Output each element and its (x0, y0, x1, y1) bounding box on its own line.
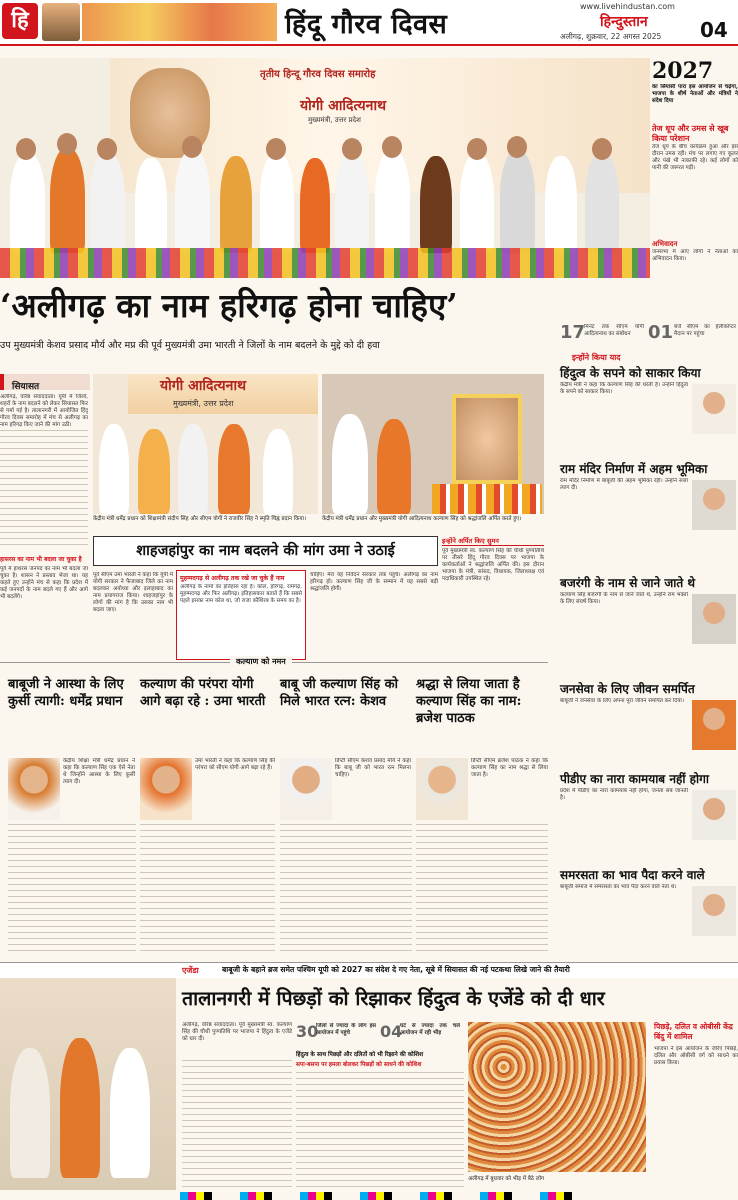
mid-banner (128, 374, 318, 414)
page-number: 04 (700, 18, 728, 42)
stat-1 (560, 322, 645, 352)
sidebar-story-4 (560, 680, 738, 760)
hero-banner-role: मुख्यमंत्री, उत्तर प्रदेश (308, 116, 361, 124)
logo (2, 3, 38, 39)
page-title: हिंदू गौरव दिवस (285, 9, 448, 40)
kalyan-portrait-4 (416, 758, 468, 820)
lead-story-text-filler (0, 430, 88, 550)
bottom-box-2-number: 04 (380, 1022, 403, 1041)
kalyan-portrait-2 (140, 758, 192, 820)
sidebar-story-6-title: समरसता का भाव पैदा करने वाले (560, 868, 705, 882)
person (10, 1048, 50, 1178)
person (260, 153, 294, 253)
kalyan-t4: डिप्टी सीएम ब्रजेश पाठक ने कहा कि कल्याण सिंह का नाम श्रद्धा से लिया जाता है। (471, 758, 548, 778)
paper-name: हिन्दुस्तान (600, 14, 648, 30)
kalyan-h3: बाबू जी कल्याण सिंह को मिले भारत रत्न: केशव (280, 677, 398, 709)
mid-photo-1-caption: केंद्रीय मंत्री धर्मेंद्र प्रधान को शिक्षामंत्री संदीप सिंह और सीएम योगी ने राजवीर सिंह ने स्मृति चिह्न प्रदान किया। (93, 516, 307, 522)
person (500, 150, 535, 253)
mid-photo-2-caption: केंद्रीय मंत्री धर्मेंद्र प्रधान और मुख्यमंत्री योगी आदित्यनाथ कल्याण सिंह को श्रद्धांजलि अर्पित करते हुए। (322, 516, 522, 522)
sidebar (652, 58, 738, 320)
sidebar-story-6-text: बाबूजी समाज में समरसता का भाव पैदा करने वाले नेता थे। (560, 884, 677, 890)
headline-deck: उप मुख्यमंत्री केशव प्रसाद मौर्य और मप्र की पूर्व मुख्यमंत्री उमा भारती ने जिलों के नाम बदलने के मुद्दे को दी हवा (0, 340, 380, 351)
kalyan-section-label: कल्याण को नमन (230, 656, 292, 667)
bottom-box-1 (296, 1022, 376, 1046)
bottom-body: अलीगढ़, वरिष्ठ संवाददाता। पूर्व मुख्यमंत्री स्व. कल्याण सिंह की चौथी पुण्यतिथि पर भाजपा ने हिंदुत्व के एजेंडे को धार दी। (182, 1022, 292, 1042)
bullets-header: इन्होंने अर्पित किए सुमन (442, 536, 544, 546)
lead-story-text-2: पूर्व में हाथरस जनपद का नाम भी बदला जा चुका है। शासन ने प्रस्ताव भेजा था। यह कहते हुए उन्होंने मंच से कहा कि प्रदेश में कई जनपदों के नाम बदले गए हैं और आगे भी बदलेंगे। (0, 566, 88, 600)
shahjahanpur-headline: शाहजहांपुर का नाम बदलने की मांग उमा ने उठाई (93, 536, 438, 566)
sidebar-story-3-text: कल्याण सिंह बजरंगी के नाम से जाने जाते थे, उन्होंने राम भक्तों के लिए संघर्ष किया। (560, 592, 688, 605)
kalyan-body-3 (280, 824, 412, 954)
person (545, 156, 577, 253)
person (110, 1048, 150, 1178)
bottom-photo-left (0, 978, 176, 1190)
sidebar-story-5-text: प्रदेश में पीडीए का नारा कामयाब नहीं होगा, जनता सब जानती है। (560, 788, 688, 801)
shahjahanpur-col1: पूर्व सीएम उमा भारती ने कहा कि यूपी में योगी सरकार ने फैजाबाद जिले का नाम बदलकर अयोध्या और इलाहाबाद का नाम प्रयागराज किया। शाहजहांपुर के लोगों की मांग है कि उसका नाम भी बदला जाए। (93, 572, 173, 613)
section-label-siyasat (0, 374, 90, 390)
kalyan-portrait-3 (280, 758, 332, 820)
sidebar-story-2-title: राम मंदिर निर्माण में अहम भूमिका (560, 462, 708, 476)
bottom-headline: तालानगरी में पिछड़ों को रिझाकर हिंदुत्व के एजेंडे को दी धार (182, 987, 605, 1010)
person-head (266, 138, 286, 160)
sidebar-header2: इन्होंने किया याद (572, 353, 621, 362)
sidebar-item2-label: अभिवादन (652, 240, 678, 248)
mid-photo-1 (93, 374, 318, 514)
sidebar-story-4-text: बाबूजी ने जनसेवा के लिए अपना पूरा जीवन समर्पित कर दिया। (560, 698, 684, 704)
bottom-body-2 (296, 1072, 464, 1192)
sidebar-story-3 (560, 574, 738, 654)
person (335, 153, 369, 253)
person (178, 424, 208, 514)
sidebar-story-3-portrait (692, 594, 736, 644)
kalyan-t2: उमा भारती ने कहा कि कल्याण सिंह की परंपरा को सीएम योगी आगे बढ़ा रहे हैं। (195, 758, 275, 771)
bullets-text: पूर्व मुख्यमंत्री स्व. कल्याण सिंह की चौथी पुण्यतिथि पर तीसरे हिंदू गौरव दिवस पर भाजपा के कार्यकर्ताओं ने श्रद्धांजलि अर्पित की। इस दौरान भाजपा के मंत्री, सांसद, विधायक, जिलाध्यक्ष एवं पदाधिकारी उपस्थित रहे। (442, 548, 544, 582)
kalyan-body-2 (140, 824, 275, 954)
sidebar-top-text: का सियासी पारा इस आयोजन से चढ़ेगा, भाजपा के शीर्ष नेताओं और मंत्रियों ने संदेश दिया (652, 84, 738, 104)
person (99, 424, 129, 514)
sidebar-top-number: 2027 (652, 58, 714, 84)
masthead-portrait (42, 3, 80, 41)
section-label-text: सियासत (12, 382, 40, 392)
agenda-strap-text: बाबूजी के बहाने ब्रज समेत पश्चिम यूपी को 2027 का संदेश दे गए नेता, सूबे में सियासत की नई पटकथा लिखे जाने की तैयारी (222, 965, 570, 974)
sidebar-story-1-text: केंद्रीय मंत्री ने कहा कि कल्याण सिंह की धरती है। उन्होंने हिंदुत्व के सपने को साकार किया। (560, 382, 688, 395)
bottom-bullet-1: हिंदुत्व के साथ पिछड़ों और दलितों को भी रिझाने की कोशिश (296, 1052, 424, 1058)
person (377, 419, 411, 514)
person (175, 150, 210, 253)
sidebar-story-2-text: राम मंदिर निर्माण में बाबूजी की अहम भूमिका रही। उन्होंने सत्ता त्याग दी। (560, 478, 688, 491)
sidebar-story-1-portrait (692, 384, 736, 434)
sidebar-story-5-portrait (692, 790, 736, 840)
person-head (182, 136, 202, 158)
dateline: अलीगढ़, शुक्रवार, 22 अगस्त 2025 (560, 32, 662, 41)
person (218, 424, 250, 514)
bottom-box-2 (380, 1022, 460, 1046)
sidebar-item2-text: जनसभा में आए लोगों ने नेताओं का अभिवादन किया। (652, 249, 738, 262)
bottom-box-2-text: घंटे से ज्यादा तक चले आयोजन में रही भीड़ (400, 1023, 460, 1036)
person (220, 156, 252, 253)
mid-banner-name: योगी आदित्यनाथ (160, 378, 247, 394)
bottom-body-filler (182, 1060, 292, 1195)
logo-letter-icon: हि (11, 8, 29, 33)
kalyan-body-1 (8, 824, 136, 954)
stat-2-text: बजे सीएम का हेलीकॉप्टर मैदान पर पहुंचा (674, 324, 736, 337)
person (135, 158, 167, 253)
hero-flowers (0, 248, 650, 278)
bottom-box-1-text: जिलों से ज्यादा के लोग इस आयोजन में पहुंचे (316, 1023, 376, 1036)
hero-banner-name: योगी आदित्यनाथ (300, 98, 387, 114)
masthead-crowd (82, 3, 277, 41)
kalyan-t1: केंद्रीय शिक्षा मंत्री धर्मेंद्र प्रधान ने कहा कि कल्याण सिंह एक ऐसे नेता थे जिन्होंने आस्था के लिए कुर्सी त्याग दी। (63, 758, 135, 785)
stat-1-text: मिनट तक सीएम योगी आदित्यनाथ का संबोधन (584, 324, 644, 337)
lead-story-text: अलीगढ़, वरिष्ठ संवाददाता। यूपी में जिलों, शहरों के नाम बदलने को लेकर सियासत फिर से गर्मा गई है। तालानगरी में आयोजित हिंदू गौरव दिवस समारोह में मंच से अलीगढ़ का नाम हरिगढ़ किए जाने की मांग उठी। (0, 394, 88, 428)
sidebar-story-1 (560, 364, 738, 444)
bottom-bullet-2: सपा-बसपा पर हमला बोलकर पिछड़ों को साधने की कोशिश (296, 1062, 422, 1068)
sidebar-item1-title: तेज धूप और उमस से खूब किया परेशान (652, 124, 729, 143)
lead-subhead: हासरस का नाम भी बदला जा चुका है (0, 556, 82, 563)
person (460, 153, 494, 253)
person-head (16, 138, 36, 160)
bottom-side-text: भाजपा ने इस आयोजन के जरिए पिछड़े, दलित और ओबीसी वर्ग को साधने का प्रयास किया। (654, 1046, 738, 1066)
kalyan-t3: डिप्टी सीएम केशव प्रसाद मौर्य ने कहा कि बाबू जी को भारत रत्न मिलना चाहिए। (335, 758, 411, 778)
person (585, 153, 619, 253)
person (60, 1038, 100, 1178)
person (300, 158, 330, 253)
person-head (382, 136, 402, 158)
person-head (342, 138, 362, 160)
sidebar-story-2-portrait (692, 480, 736, 530)
hero-photo (0, 58, 650, 278)
person-head (467, 138, 487, 160)
person (420, 156, 452, 253)
shahjahanpur-quote: मुहम्मदगढ़ से अलीगढ़ तक रखे जा चुके हैं नाम (180, 575, 285, 582)
person (50, 148, 85, 253)
color-registration-marks (180, 1192, 600, 1200)
sidebar-story-2 (560, 460, 738, 540)
bottom-photo-caption: अलीगढ़ में बुधवार को भीड़ में बैठे लोग (468, 1176, 545, 1182)
bottom-box-1-number: 30 (296, 1022, 319, 1041)
kalyan-h1: बाबूजी ने आस्था के लिए कुर्सी त्यागी: धर्मेंद्र प्रधान (8, 677, 124, 709)
person-head (592, 138, 612, 160)
sidebar-story-5 (560, 770, 738, 850)
agenda-label: एजेंडा (182, 966, 199, 975)
sidebar-item1-text: तेज धूप के बीच कार्यक्रम हुआ और इस दौरान उमस रही। मंच पर लगाए गए कूलर और पंखे भी नाकाफी रहे। कई लोगों को पानी की जरूरत पड़ी। (652, 144, 738, 171)
person (90, 153, 125, 253)
website-url[interactable]: www.livehindustan.com (580, 2, 675, 11)
stat-1-number: 17 (560, 322, 586, 343)
sidebar-story-1-title: हिंदुत्व के सपने को साकार किया (560, 366, 701, 380)
person (375, 150, 410, 253)
person-head (97, 138, 117, 160)
main-headline: ‘अलीगढ़ का नाम हरिगढ़ होना चाहिए’ (0, 286, 458, 325)
person (332, 414, 368, 514)
stat-2 (648, 322, 738, 352)
sidebar-story-6-portrait (692, 886, 736, 936)
tribute-portrait (452, 394, 522, 484)
sidebar-story-4-portrait (692, 700, 736, 750)
bottom-crowd-photo (468, 1022, 646, 1172)
person (10, 153, 45, 253)
sidebar-story-3-title: बजरंगी के नाम से जाने जाते थे (560, 576, 696, 590)
hero-banner-line1: तृतीय हिन्दू गौरव दिवस समारोह (260, 69, 376, 80)
person (263, 429, 293, 514)
flowers (432, 484, 542, 514)
kalyan-portrait-1 (8, 758, 60, 820)
shahjahanpur-quote-box (176, 570, 306, 660)
kalyan-h2: कल्याण की परंपरा योगी आगे बढ़ा रहे : उमा भारती (140, 677, 266, 709)
bottom-side-title: पिछड़े, दलित व ओबीसी केंद्र बिंदु में शामिल (654, 1022, 733, 1041)
person-head (57, 133, 77, 155)
masthead (0, 0, 738, 46)
mid-photo-2 (322, 374, 544, 514)
shahjahanpur-col2: अलीगढ़ के नामों का इतिहास रहा है। कोल, हरिगढ़, रामगढ़, मुहम्मदगढ़ और फिर अलीगढ़। इतिहासकार बताते हैं कि सबसे पहले इसका नाम कोल था, जो राजा कौशिरब के समय का है। (180, 584, 302, 604)
sidebar-story-5-title: पीडीए का नारा कामयाब नहीं होगा (560, 772, 709, 786)
person-head (507, 136, 527, 158)
sidebar-story-4-title: जनसेवा के लिए जीवन समर्पित (560, 682, 695, 696)
person (138, 429, 170, 514)
agenda-strap (0, 962, 738, 978)
sidebar-story-6 (560, 866, 738, 956)
stat-2-number: 01 (648, 322, 674, 343)
mid-banner-role: मुख्यमंत्री, उत्तर प्रदेश (173, 399, 234, 408)
kalyan-body-4 (416, 824, 548, 954)
shahjahanpur-col3: चाहिए। मेरा यह निवेदन सरकार तक पहुंचे। अलीगढ़ का नाम हरिगढ़ हो। कल्याण सिंह जी के सम्मान में यह सबसे बड़ी श्रद्धांजलि होगी। (310, 572, 438, 592)
kalyan-h4: श्रद्धा से लिया जाता है कल्याण सिंह का नाम: ब्रजेश पाठक (416, 677, 522, 726)
